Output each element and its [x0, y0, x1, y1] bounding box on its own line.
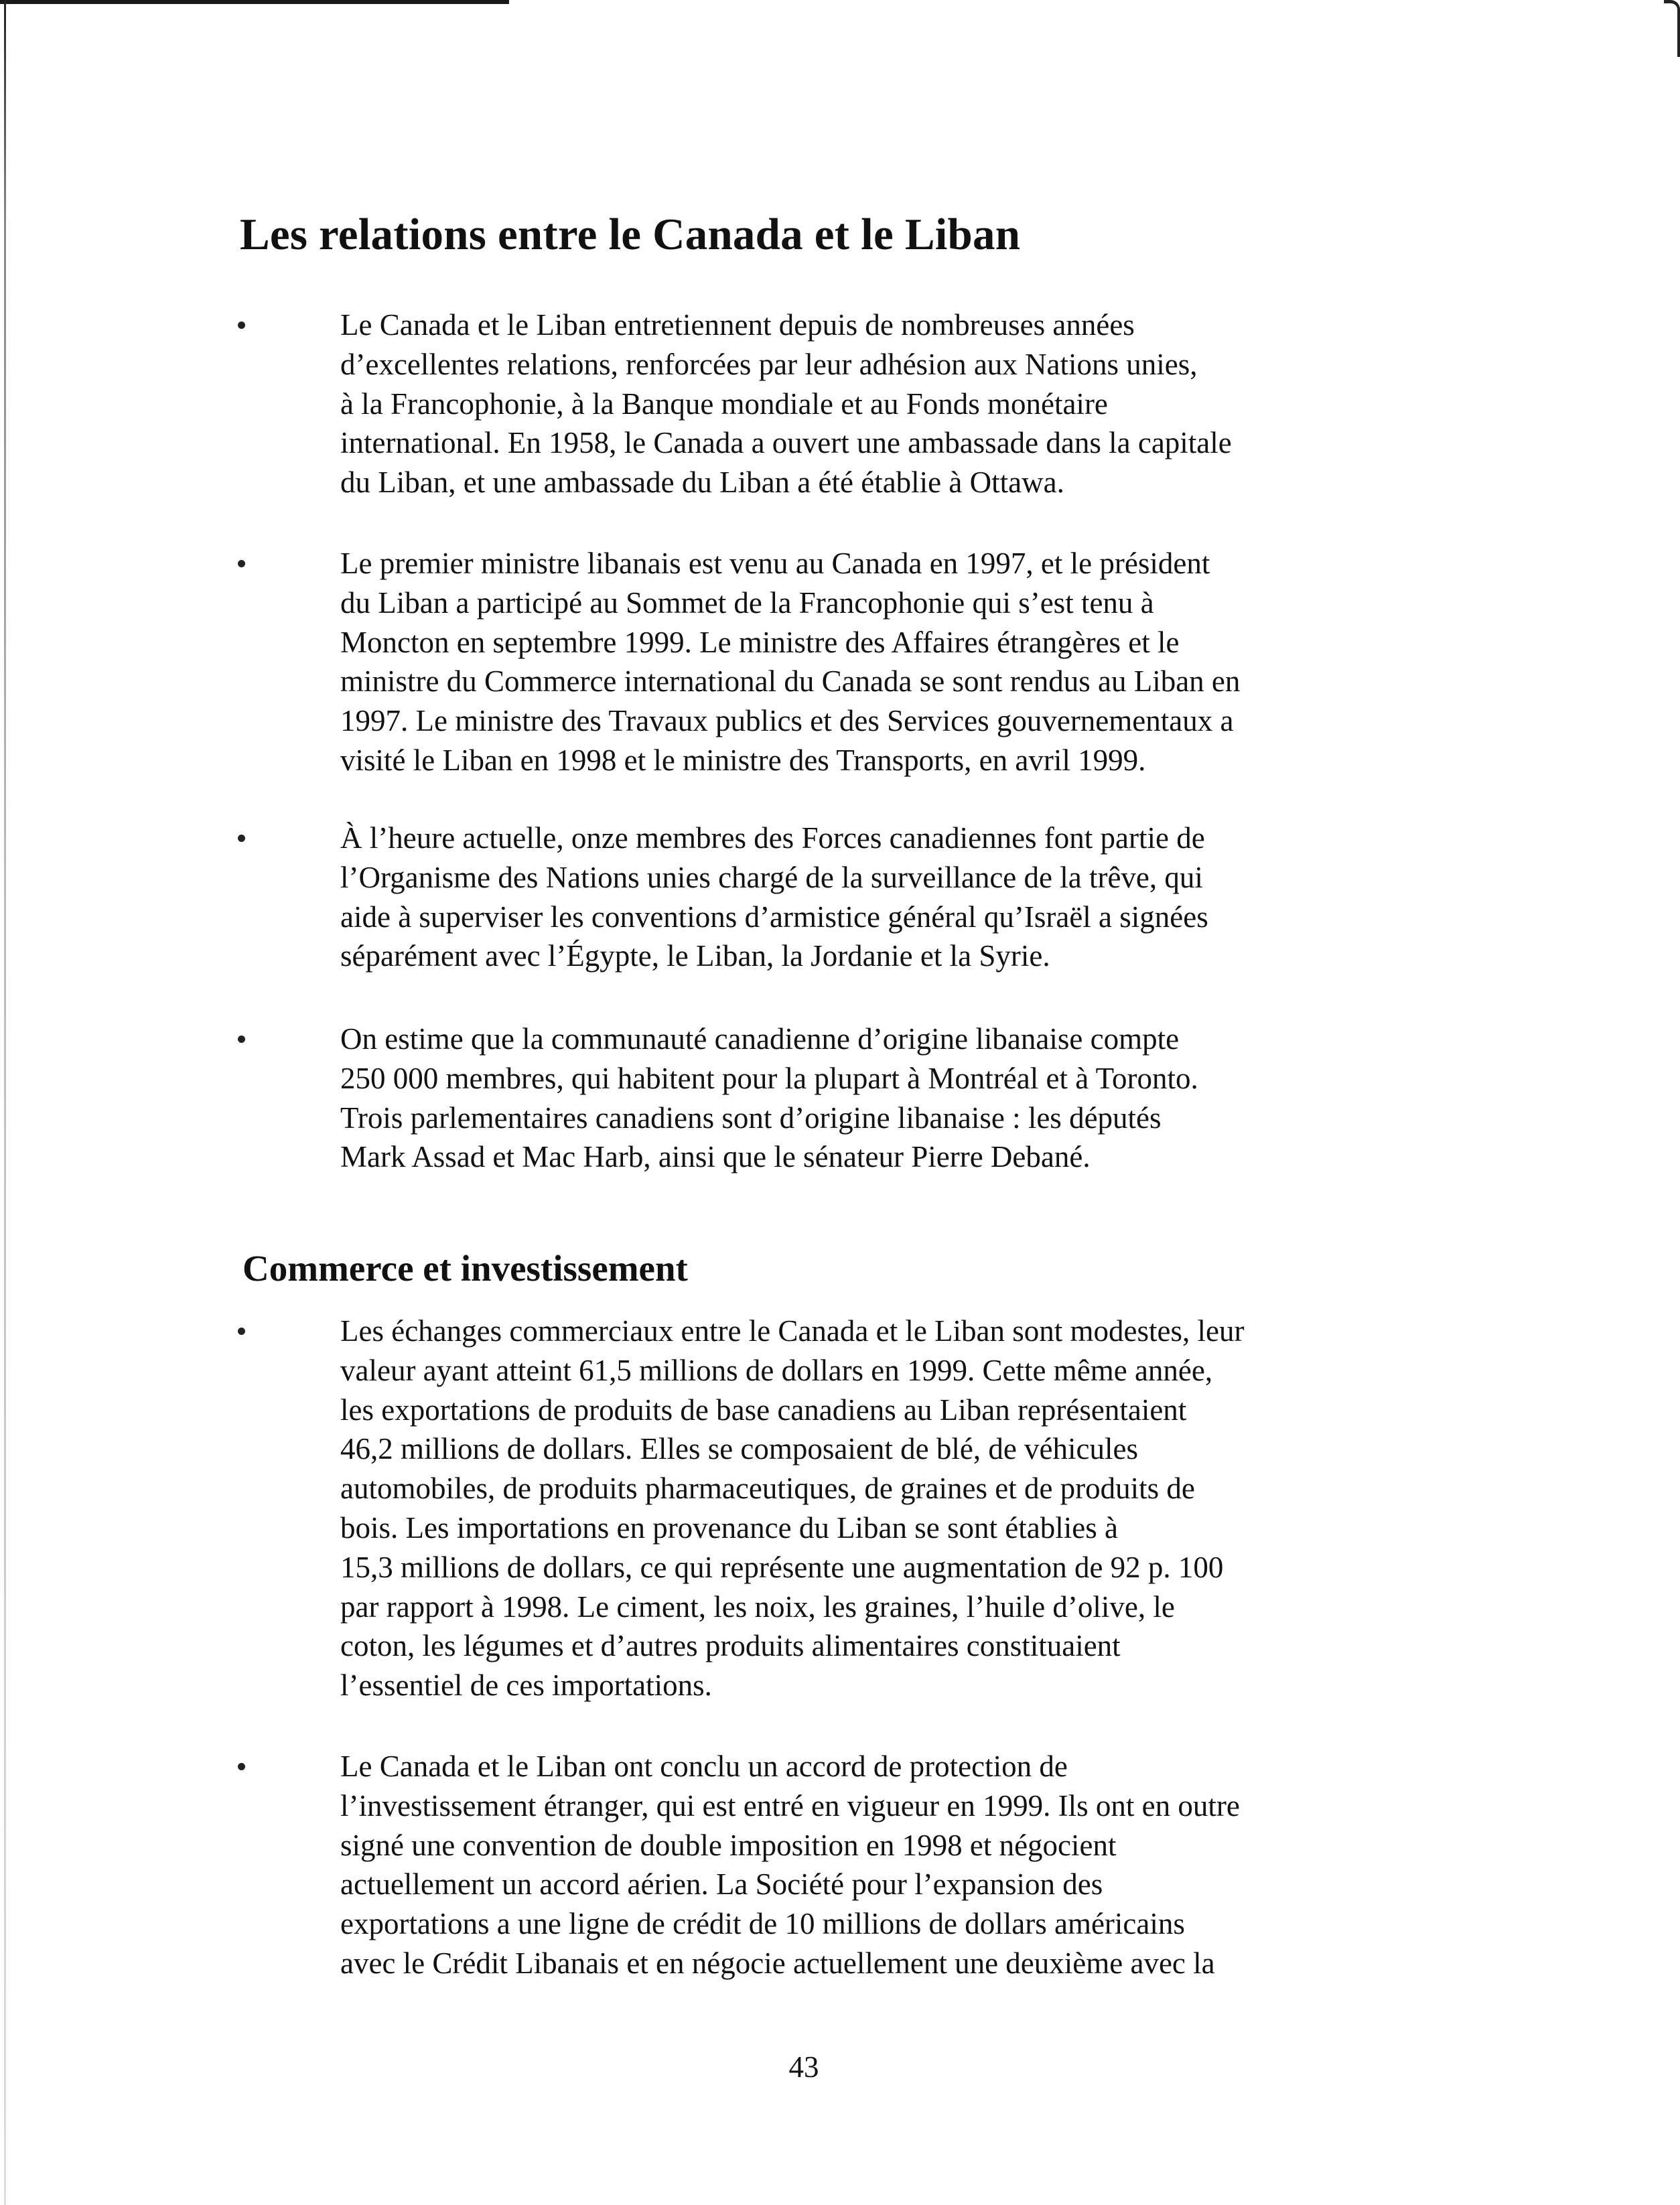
bullet-icon [238, 1763, 245, 1770]
bullet-icon [238, 835, 245, 842]
bullet-icon [238, 1036, 245, 1043]
bullet-icon [238, 560, 245, 567]
paragraph: On estime que la communauté canadienne d’origine libanaise compte 250 000 membres, qui habitent pour la plupart à Montréal et à Toronto. Trois parlementaires canadiens sont d’origine libanaise : les députés Mark Assad et Mac Harb, ainsi que le sénateur Pierre Debané. [340, 1022, 1198, 1174]
scan-edge-corner [1664, 0, 1680, 57]
page-number: 43 [788, 2050, 819, 2084]
paragraph: Le Canada et le Liban ont conclu un accord de protection de l’investissement étranger, qui est entré en vigueur en 1999. Ils ont en outre signé une convention de double imposition en 1998 et négocient actuellement un accord aérien. La Société pour l’expansion des exportations a une ligne de crédit de 10 millions de dollars américains avec le Crédit Libanais et en négocie actuellement une deuxième avec la [340, 1750, 1240, 1980]
page-title: Les relations entre le Canada et le Liban [240, 210, 1021, 259]
bullet-icon [238, 322, 245, 329]
paragraph: Les échanges commerciaux entre le Canada et le Liban sont modestes, leur valeur ayant atteint 61,5 millions de dollars en 1999. Cette même année, les exportations de produits de base canadiens au Liban représentaient 46,2 millions de dollars. Elles se composaient de blé, de véhicules automobiles, de produits pharmaceutiques, de graines et de produits de bois. Les importations en provenance du Liban se sont établies à 15,3 millions de dollars, ce qui représente une augmentation de 92 p. 100 par rapport à 1998. Le ciment, les noix, les graines, l’huile d’olive, le coton, les légumes et d’autres produits alimentaires constituaient l’essentiel de ces importations. [340, 1314, 1245, 1703]
paragraph: Le Canada et le Liban entretiennent depuis de nombreuses années d’excellentes relations, renforcées par leur adhésion aux Nations unies, à la Francophonie, à la Banque mondiale et au Fonds monétaire international. En 1958, le Canada a ouvert une ambassade dans la capitale du Liban, et une ambassade du Liban a été établie à Ottawa. [340, 308, 1232, 500]
bullet-icon [238, 1328, 245, 1335]
paragraph: Le premier ministre libanais est venu au Canada en 1997, et le président du Liban a participé au Sommet de la Francophonie qui s’est tenu à Moncton en septembre 1999. Le ministre des Affaires étrangères et le ministre du Commerce international du Canada se sont rendus au Liban en 1997. Le ministre des Travaux publics et des Services gouvernementaux a visité le Liban en 1998 et le ministre des Transports, en avril 1999. [340, 547, 1241, 777]
scan-edge-left [4, 0, 6, 2205]
section-heading: Commerce et investissement [242, 1248, 688, 1289]
scan-edge-top [0, 0, 509, 4]
paragraph: À l’heure actuelle, onze membres des Forces canadiennes font partie de l’Organisme des Nations unies chargé de la surveillance de la trêve, qui aide à superviser les conventions d’armistice général qu’Israël a signées séparément avec l’Égypte, le Liban, la Jordanie et la Syrie. [340, 821, 1208, 973]
